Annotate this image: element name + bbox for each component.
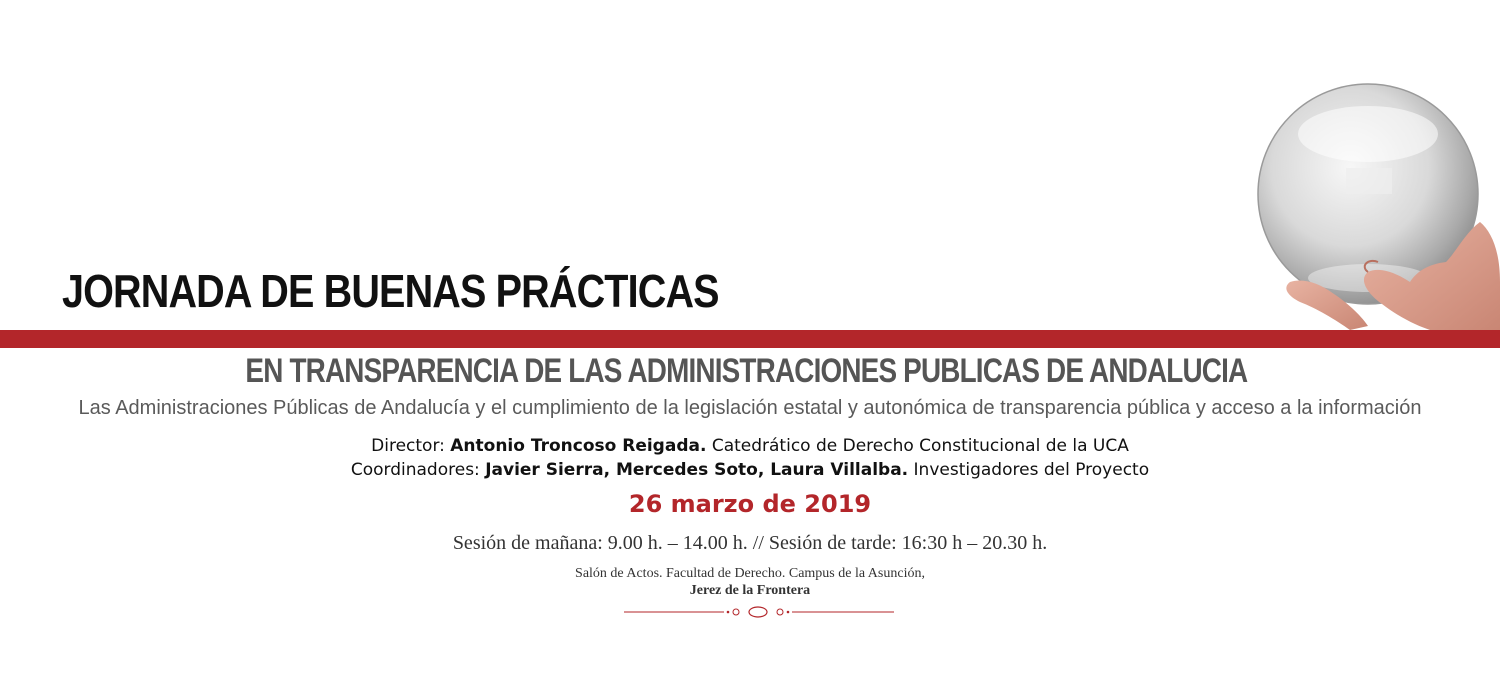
coordinators-label: Coordinadores: [350, 460, 486, 480]
event-date: 26 marzo de 2019 [628, 490, 872, 518]
event-schedule: Sesión de mañana: 9.00 h. – 14.00 h. // Sesión de tarde: 16:30 h – 20.30 h. [452, 532, 1048, 554]
director-name: Antonio Troncoso Reigada. [450, 436, 707, 456]
director-label: Director: [371, 436, 451, 456]
venue-line-2: Jerez de la Frontera [689, 583, 811, 598]
venue-line-1: Salón de Actos. Facultad de Derecho. Campus de la Asunción, [575, 566, 925, 581]
coordinators-role: Investigadores del Proyecto [908, 460, 1150, 480]
director-line [0, 436, 1500, 456]
event-description: Las Administraciones Públicas de Andalucía y el cumplimiento de la legislación estatal y autonómica de transparencia pública y acceso a la información [78, 397, 1422, 419]
crystal-ball-in-hand-image [1250, 82, 1500, 342]
director-role: Catedrático de Derecho Constitucional de la UCA [706, 436, 1129, 456]
event-title: JORNADA DE BUENAS PRÁCTICAS [62, 265, 719, 317]
coordinators-names: Javier Sierra, Mercedes Soto, Laura Villalba. [485, 460, 909, 480]
decorative-divider-ornament [624, 604, 894, 620]
coordinators-line [0, 460, 1500, 480]
event-subtitle: EN TRANSPARENCIA DE LAS ADMINISTRACIONES PUBLICAS DE ANDALUCIA [245, 352, 1248, 390]
event-venue [0, 565, 1500, 599]
